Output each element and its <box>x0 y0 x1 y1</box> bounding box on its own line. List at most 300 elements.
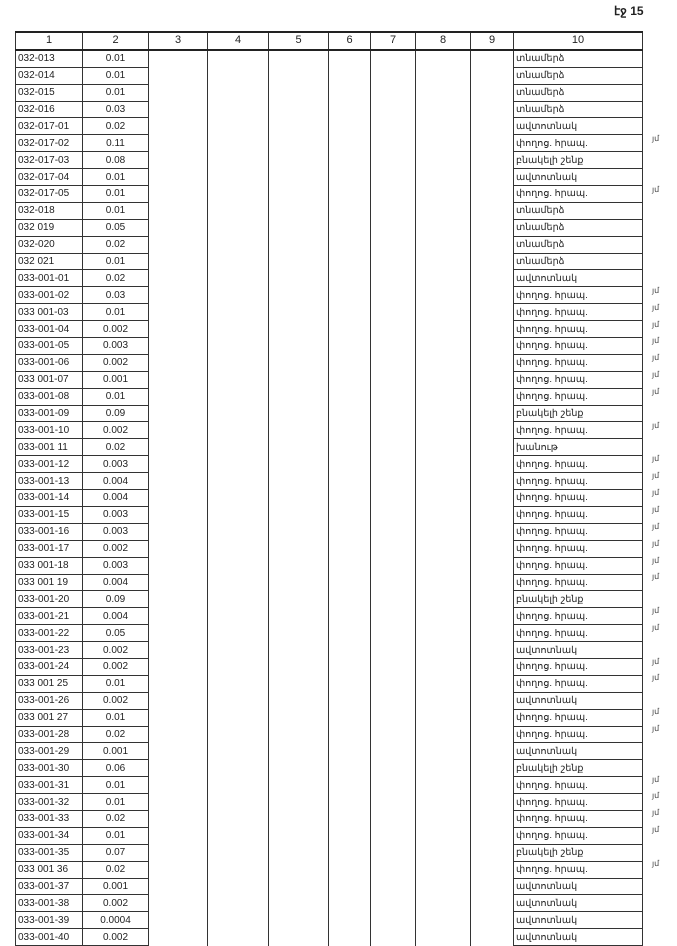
area-value: 0.03 <box>83 287 149 304</box>
empty-cell-col-4 <box>208 506 269 523</box>
empty-cell-col-9 <box>471 642 514 659</box>
empty-cell-col-6 <box>329 169 371 186</box>
empty-cell-col-3 <box>149 169 208 186</box>
empty-cell-col-4 <box>208 490 269 507</box>
empty-cell-col-5 <box>269 608 329 625</box>
empty-cell-col-8 <box>416 101 471 118</box>
empty-cell-col-3 <box>149 287 208 304</box>
table-row <box>16 50 643 67</box>
land-use-type: փողոց. հրապ. <box>514 574 643 591</box>
empty-cell-col-6 <box>329 67 371 84</box>
empty-cell-col-5 <box>269 523 329 540</box>
empty-cell-col-4 <box>208 743 269 760</box>
empty-cell-col-5 <box>269 625 329 642</box>
empty-cell-col-7 <box>371 878 416 895</box>
table-row <box>16 878 643 895</box>
empty-cell-col-9 <box>471 675 514 692</box>
parcel-code: 033-001-17 <box>16 540 83 557</box>
column-header-8: 8 <box>416 32 471 50</box>
table-row <box>16 473 643 490</box>
parcel-code: 033-001-10 <box>16 422 83 439</box>
area-value: 0.01 <box>83 675 149 692</box>
table-row <box>16 861 643 878</box>
land-use-type: ավտոտնակ <box>514 929 643 946</box>
empty-cell-col-5 <box>269 422 329 439</box>
parcel-code: 032-013 <box>16 50 83 67</box>
empty-cell-col-3 <box>149 236 208 253</box>
empty-cell-col-5 <box>269 135 329 152</box>
table-row <box>16 591 643 608</box>
empty-cell-col-5 <box>269 743 329 760</box>
empty-cell-col-7 <box>371 844 416 861</box>
table-row <box>16 810 643 827</box>
land-use-type: փողոց. հրապ. <box>514 810 643 827</box>
empty-cell-col-9 <box>471 743 514 760</box>
area-value: 0.01 <box>83 186 149 203</box>
area-value: 0.01 <box>83 304 149 321</box>
land-use-type: փողոց. հրապ. <box>514 338 643 355</box>
table-row <box>16 219 643 236</box>
empty-cell-col-8 <box>416 186 471 203</box>
empty-cell-col-8 <box>416 473 471 490</box>
empty-cell-col-3 <box>149 490 208 507</box>
empty-cell-col-7 <box>371 202 416 219</box>
table-row <box>16 895 643 912</box>
area-value: 0.02 <box>83 236 149 253</box>
empty-cell-col-6 <box>329 658 371 675</box>
parcel-code: 033-001-15 <box>16 506 83 523</box>
empty-cell-col-5 <box>269 270 329 287</box>
margin-mark: յմ <box>652 622 660 632</box>
empty-cell-col-7 <box>371 675 416 692</box>
column-header-1: 1 <box>16 32 83 50</box>
area-value: 0.004 <box>83 608 149 625</box>
land-use-type: փողոց. հրապ. <box>514 625 643 642</box>
empty-cell-col-7 <box>371 253 416 270</box>
column-header-2: 2 <box>83 32 149 50</box>
empty-cell-col-3 <box>149 591 208 608</box>
empty-cell-col-5 <box>269 895 329 912</box>
empty-cell-col-8 <box>416 827 471 844</box>
table-row <box>16 152 643 169</box>
empty-cell-col-3 <box>149 878 208 895</box>
empty-cell-col-9 <box>471 895 514 912</box>
empty-cell-col-5 <box>269 304 329 321</box>
empty-cell-col-8 <box>416 878 471 895</box>
empty-cell-col-8 <box>416 591 471 608</box>
area-value: 0.002 <box>83 540 149 557</box>
empty-cell-col-6 <box>329 186 371 203</box>
parcel-code: 032-016 <box>16 101 83 118</box>
area-value: 0.001 <box>83 878 149 895</box>
empty-cell-col-7 <box>371 186 416 203</box>
empty-cell-col-6 <box>329 84 371 101</box>
empty-cell-col-5 <box>269 236 329 253</box>
area-value: 0.06 <box>83 760 149 777</box>
area-value: 0.004 <box>83 574 149 591</box>
empty-cell-col-6 <box>329 354 371 371</box>
empty-cell-col-4 <box>208 338 269 355</box>
empty-cell-col-6 <box>329 861 371 878</box>
table-row <box>16 321 643 338</box>
land-use-type: բնակելի շենք <box>514 591 643 608</box>
land-use-type: ավտոտնակ <box>514 270 643 287</box>
empty-cell-col-9 <box>471 861 514 878</box>
land-use-type: բնակելի շենք <box>514 844 643 861</box>
parcel-code: 032-017-02 <box>16 135 83 152</box>
margin-mark: յմ <box>652 184 660 194</box>
area-value: 0.003 <box>83 338 149 355</box>
empty-cell-col-9 <box>471 67 514 84</box>
parcel-code: 033 001-03 <box>16 304 83 321</box>
table-row <box>16 506 643 523</box>
empty-cell-col-4 <box>208 523 269 540</box>
empty-cell-col-8 <box>416 675 471 692</box>
empty-cell-col-3 <box>149 861 208 878</box>
margin-mark: յմ <box>652 707 660 717</box>
empty-cell-col-6 <box>329 827 371 844</box>
empty-cell-col-3 <box>149 523 208 540</box>
empty-cell-col-7 <box>371 929 416 946</box>
empty-cell-col-7 <box>371 135 416 152</box>
empty-cell-col-3 <box>149 658 208 675</box>
empty-cell-col-7 <box>371 642 416 659</box>
table-row <box>16 101 643 118</box>
empty-cell-col-4 <box>208 625 269 642</box>
margin-mark: յմ <box>652 673 660 683</box>
empty-cell-col-5 <box>269 810 329 827</box>
empty-cell-col-8 <box>416 760 471 777</box>
empty-cell-col-3 <box>149 642 208 659</box>
empty-cell-col-5 <box>269 338 329 355</box>
empty-cell-col-6 <box>329 490 371 507</box>
empty-cell-col-9 <box>471 658 514 675</box>
empty-cell-col-7 <box>371 861 416 878</box>
margin-mark: յմ <box>652 606 660 616</box>
empty-cell-col-4 <box>208 827 269 844</box>
empty-cell-col-3 <box>149 473 208 490</box>
parcel-code: 032-014 <box>16 67 83 84</box>
table-row <box>16 692 643 709</box>
empty-cell-col-9 <box>471 388 514 405</box>
table-row <box>16 304 643 321</box>
empty-cell-col-4 <box>208 726 269 743</box>
empty-cell-col-4 <box>208 760 269 777</box>
empty-cell-col-3 <box>149 794 208 811</box>
table-row <box>16 388 643 405</box>
area-value: 0.002 <box>83 354 149 371</box>
empty-cell-col-9 <box>471 692 514 709</box>
table-row <box>16 118 643 135</box>
empty-cell-col-8 <box>416 709 471 726</box>
area-value: 0.02 <box>83 861 149 878</box>
area-value: 0.001 <box>83 371 149 388</box>
table-row <box>16 422 643 439</box>
empty-cell-col-7 <box>371 169 416 186</box>
land-use-type: ավտոտնակ <box>514 692 643 709</box>
table-row <box>16 777 643 794</box>
margin-mark: յմ <box>652 825 660 835</box>
empty-cell-col-3 <box>149 270 208 287</box>
empty-cell-col-9 <box>471 473 514 490</box>
empty-cell-col-4 <box>208 84 269 101</box>
empty-cell-col-4 <box>208 405 269 422</box>
empty-cell-col-5 <box>269 658 329 675</box>
empty-cell-col-3 <box>149 135 208 152</box>
margin-mark: յմ <box>652 353 660 363</box>
area-value: 0.002 <box>83 692 149 709</box>
land-use-type: փողոց. հրապ. <box>514 422 643 439</box>
land-use-type: տնամերձ <box>514 101 643 118</box>
empty-cell-col-6 <box>329 675 371 692</box>
empty-cell-col-4 <box>208 202 269 219</box>
parcel-code: 033-001-38 <box>16 895 83 912</box>
land-parcel-table <box>15 31 643 946</box>
land-use-type: փողոց. հրապ. <box>514 658 643 675</box>
parcel-code: 033-001-33 <box>16 810 83 827</box>
empty-cell-col-9 <box>471 135 514 152</box>
table-row <box>16 844 643 861</box>
table-row <box>16 490 643 507</box>
empty-cell-col-9 <box>471 118 514 135</box>
land-use-type: տնամերձ <box>514 202 643 219</box>
empty-cell-col-9 <box>471 287 514 304</box>
land-use-type: տնամերձ <box>514 50 643 67</box>
empty-cell-col-9 <box>471 844 514 861</box>
empty-cell-col-6 <box>329 388 371 405</box>
land-use-type: փողոց. հրապ. <box>514 675 643 692</box>
empty-cell-col-3 <box>149 152 208 169</box>
empty-cell-col-6 <box>329 405 371 422</box>
empty-cell-col-7 <box>371 304 416 321</box>
empty-cell-col-4 <box>208 861 269 878</box>
land-use-type: փողոց. հրապ. <box>514 726 643 743</box>
area-value: 0.01 <box>83 50 149 67</box>
empty-cell-col-5 <box>269 878 329 895</box>
area-value: 0.003 <box>83 506 149 523</box>
margin-mark: յմ <box>652 808 660 818</box>
empty-cell-col-8 <box>416 270 471 287</box>
empty-cell-col-8 <box>416 202 471 219</box>
land-use-type: փողոց. հրապ. <box>514 287 643 304</box>
empty-cell-col-8 <box>416 625 471 642</box>
empty-cell-col-8 <box>416 557 471 574</box>
table-row <box>16 135 643 152</box>
margin-mark: յմ <box>652 572 660 582</box>
area-value: 0.01 <box>83 777 149 794</box>
empty-cell-col-6 <box>329 642 371 659</box>
empty-cell-col-4 <box>208 135 269 152</box>
land-use-type: փողոց. հրապ. <box>514 794 643 811</box>
empty-cell-col-6 <box>329 540 371 557</box>
empty-cell-col-9 <box>471 506 514 523</box>
empty-cell-col-3 <box>149 574 208 591</box>
empty-cell-col-6 <box>329 439 371 456</box>
empty-cell-col-6 <box>329 726 371 743</box>
empty-cell-col-7 <box>371 439 416 456</box>
empty-cell-col-8 <box>416 844 471 861</box>
empty-cell-col-4 <box>208 608 269 625</box>
parcel-code: 032-020 <box>16 236 83 253</box>
area-value: 0.001 <box>83 743 149 760</box>
empty-cell-col-4 <box>208 371 269 388</box>
column-header-6: 6 <box>329 32 371 50</box>
area-value: 0.0004 <box>83 912 149 929</box>
empty-cell-col-7 <box>371 473 416 490</box>
parcel-code: 033-001-02 <box>16 287 83 304</box>
parcel-code: 033 001 36 <box>16 861 83 878</box>
empty-cell-col-9 <box>471 101 514 118</box>
empty-cell-col-5 <box>269 760 329 777</box>
margin-mark: յմ <box>652 724 660 733</box>
empty-cell-col-8 <box>416 405 471 422</box>
land-use-type: ավտոտնակ <box>514 895 643 912</box>
area-value: 0.01 <box>83 202 149 219</box>
empty-cell-col-6 <box>329 523 371 540</box>
empty-cell-col-9 <box>471 827 514 844</box>
empty-cell-col-7 <box>371 371 416 388</box>
land-use-type: ավտոտնակ <box>514 169 643 186</box>
empty-cell-col-6 <box>329 810 371 827</box>
empty-cell-col-8 <box>416 608 471 625</box>
parcel-code: 033 001 19 <box>16 574 83 591</box>
empty-cell-col-7 <box>371 574 416 591</box>
empty-cell-col-5 <box>269 490 329 507</box>
empty-cell-col-5 <box>269 371 329 388</box>
empty-cell-col-5 <box>269 253 329 270</box>
empty-cell-col-4 <box>208 777 269 794</box>
empty-cell-col-4 <box>208 169 269 186</box>
table-row <box>16 371 643 388</box>
empty-cell-col-5 <box>269 912 329 929</box>
empty-cell-col-8 <box>416 490 471 507</box>
empty-cell-col-5 <box>269 473 329 490</box>
margin-mark: յմ <box>652 791 660 801</box>
parcel-code: 033-001-09 <box>16 405 83 422</box>
area-value: 0.004 <box>83 490 149 507</box>
empty-cell-col-9 <box>471 84 514 101</box>
land-use-type: փողոց. հրապ. <box>514 473 643 490</box>
parcel-code: 033-001-37 <box>16 878 83 895</box>
empty-cell-col-4 <box>208 557 269 574</box>
area-value: 0.01 <box>83 794 149 811</box>
empty-cell-col-6 <box>329 287 371 304</box>
empty-cell-col-7 <box>371 658 416 675</box>
empty-cell-col-5 <box>269 709 329 726</box>
empty-cell-col-3 <box>149 439 208 456</box>
empty-cell-col-3 <box>149 456 208 473</box>
empty-cell-col-3 <box>149 760 208 777</box>
empty-cell-col-7 <box>371 84 416 101</box>
table-row <box>16 827 643 844</box>
empty-cell-col-6 <box>329 236 371 253</box>
margin-mark: յմ <box>652 336 660 346</box>
empty-cell-col-5 <box>269 287 329 304</box>
empty-cell-col-4 <box>208 929 269 946</box>
column-header-5: 5 <box>269 32 329 50</box>
empty-cell-col-9 <box>471 777 514 794</box>
empty-cell-col-4 <box>208 844 269 861</box>
land-use-type: ավտոտնակ <box>514 912 643 929</box>
margin-mark: յմ <box>652 488 660 498</box>
table-row <box>16 658 643 675</box>
empty-cell-col-8 <box>416 219 471 236</box>
empty-cell-col-3 <box>149 338 208 355</box>
column-header-3: 3 <box>149 32 208 50</box>
empty-cell-col-5 <box>269 354 329 371</box>
land-use-type: փողոց. հրապ. <box>514 456 643 473</box>
empty-cell-col-6 <box>329 760 371 777</box>
empty-cell-col-4 <box>208 304 269 321</box>
area-value: 0.09 <box>83 591 149 608</box>
empty-cell-col-8 <box>416 338 471 355</box>
empty-cell-col-7 <box>371 709 416 726</box>
empty-cell-col-9 <box>471 169 514 186</box>
empty-cell-col-6 <box>329 338 371 355</box>
parcel-code: 033-001-35 <box>16 844 83 861</box>
empty-cell-col-7 <box>371 67 416 84</box>
empty-cell-col-7 <box>371 895 416 912</box>
table-row <box>16 912 643 929</box>
parcel-code: 033 001 25 <box>16 675 83 692</box>
table-row <box>16 642 643 659</box>
parcel-code: 033-001-08 <box>16 388 83 405</box>
empty-cell-col-5 <box>269 219 329 236</box>
parcel-code: 032-015 <box>16 84 83 101</box>
table-row <box>16 456 643 473</box>
table-row <box>16 169 643 186</box>
margin-mark: յմ <box>652 302 660 312</box>
parcel-code: 033-001-28 <box>16 726 83 743</box>
empty-cell-col-8 <box>416 929 471 946</box>
empty-cell-col-4 <box>208 67 269 84</box>
empty-cell-col-5 <box>269 844 329 861</box>
empty-cell-col-3 <box>149 540 208 557</box>
empty-cell-col-4 <box>208 692 269 709</box>
empty-cell-col-9 <box>471 760 514 777</box>
area-value: 0.003 <box>83 557 149 574</box>
table-row <box>16 929 643 946</box>
table-row <box>16 439 643 456</box>
empty-cell-col-7 <box>371 912 416 929</box>
land-use-type: փողոց. հրապ. <box>514 321 643 338</box>
empty-cell-col-7 <box>371 810 416 827</box>
area-value: 0.02 <box>83 270 149 287</box>
margin-mark: յմ <box>652 420 660 430</box>
empty-cell-col-6 <box>329 625 371 642</box>
empty-cell-col-4 <box>208 675 269 692</box>
empty-cell-col-7 <box>371 152 416 169</box>
table-row <box>16 540 643 557</box>
area-value: 0.01 <box>83 169 149 186</box>
table-row <box>16 794 643 811</box>
empty-cell-col-9 <box>471 270 514 287</box>
empty-cell-col-6 <box>329 50 371 67</box>
area-value: 0.02 <box>83 810 149 827</box>
empty-cell-col-8 <box>416 354 471 371</box>
empty-cell-col-8 <box>416 84 471 101</box>
land-use-type: փողոց. հրապ. <box>514 506 643 523</box>
empty-cell-col-6 <box>329 304 371 321</box>
empty-cell-col-8 <box>416 726 471 743</box>
empty-cell-col-5 <box>269 692 329 709</box>
empty-cell-col-3 <box>149 405 208 422</box>
empty-cell-col-6 <box>329 270 371 287</box>
empty-cell-col-4 <box>208 574 269 591</box>
empty-cell-col-6 <box>329 135 371 152</box>
empty-cell-col-6 <box>329 219 371 236</box>
parcel-code: 033 001-07 <box>16 371 83 388</box>
